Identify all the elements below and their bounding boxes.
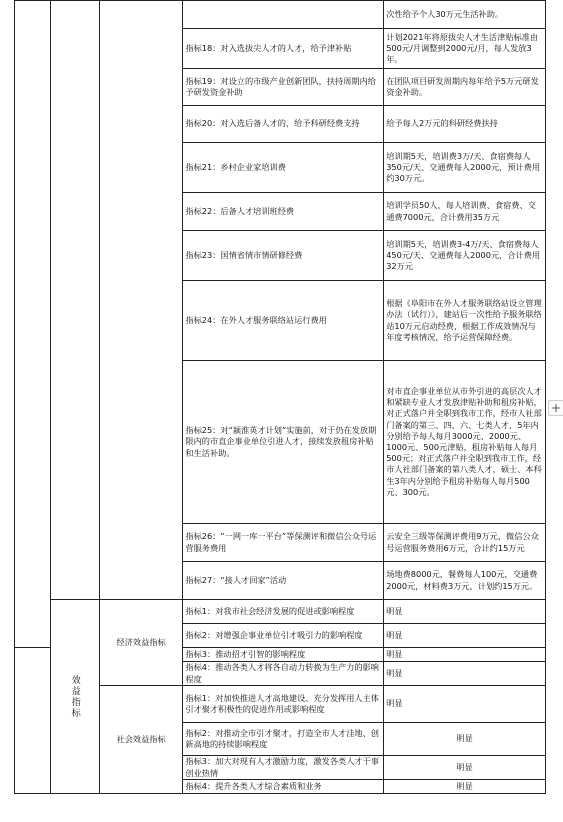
value-cell: 在团队项目研发周期内每年给予5万元研发资金补助。 (384, 69, 546, 106)
blank-cell (50, 1, 99, 600)
indicator-cell: 指标23：国情省情市情研修经费 (183, 231, 384, 281)
social-benefit-label: 社会效益指标 (99, 686, 183, 794)
indicator-cell: 指标22：后备人才培训班经费 (183, 193, 384, 231)
indicator-cell: 指标1：对加快推进人才高地建设、充分发挥用人主体引才聚才积极性的促进作用或影响程度 (183, 686, 384, 723)
indicator-cell: 指标27：“接人才回家”活动 (183, 562, 384, 600)
value-cell: 对市直企事业单位从市外引进的高层次人才和紧缺专业人才发放津贴补助和租房补贴，对正式落户并全职到我市工作，经市人社部门备案的第三、四、六、七类人才，5年内分别给予每人每月3000元、2000元、1000元、500元津贴，租房补贴每人每月500元；对正式落户并全职到我市工作，经市人社部门备案的第八类人才，硕士、本科生3年内分别给予租房补贴每人每月500元、300元。 (384, 361, 546, 524)
value-cell: 明显 (384, 662, 546, 686)
value-cell: 场地费8000元，餐费每人100元，交通费2000元，材料费3万元，计划约15万元。 (384, 562, 546, 600)
indicator-cell: 指标3：推动招才引智的影响程度 (183, 648, 384, 662)
value-cell: 培训期5天，培训费3-4万/天、食宿费每人450元/天、交通费每人2000元，合计费用32万元 (384, 231, 546, 281)
blank-cell (15, 648, 51, 794)
value-cell: 明显 (384, 686, 546, 723)
table-row (15, 600, 546, 624)
performance-indicator-table (14, 0, 546, 794)
effect-category-cell (50, 600, 99, 794)
value-cell: 明显 (384, 600, 546, 624)
value-cell: 明显 (384, 780, 546, 794)
value-cell: 计划2021年将原拔尖人才生活津贴标准由500元/月调整到2000元/月，每人发放3年。 (384, 29, 546, 69)
indicator-cell: 指标18：对入选拔尖人才的人才，给予津补贴 (183, 29, 384, 69)
blank-cell (99, 1, 183, 600)
indicator-cell: 指标25：对“颍淮英才计划”实施前，对于仍在发放期限内的市直企事业单位引进人才，接续发放租房补贴和生活补助。 (183, 361, 384, 524)
value-cell: 培训期5天，培训费3万/天、食宿费每人350元/天、交通费每人2000元，预计费用约30万元。 (384, 143, 546, 193)
indicator-cell: 指标3：加大对现有人才激励力度，激发各类人才干事创业热情 (183, 756, 384, 780)
effect-category-label: 效益指标 (69, 674, 80, 719)
value-cell: 云安全三级等保测评费用9万元，微信公众号运营服务费用6万元，合计约15万元 (384, 524, 546, 562)
value-cell: 明显 (384, 624, 546, 648)
indicator-cell: 指标2：对增强企事业单位引才吸引力的影响程度 (183, 624, 384, 648)
expand-plus-icon[interactable]: + (548, 400, 563, 416)
value-cell: 次性给予个人30万元生活补助。 (384, 1, 546, 29)
value-cell: 培训学员50人，每人培训费、食宿费、交通费7000元，合计费用35万元 (384, 193, 546, 231)
indicator-cell: 指标24：在外人才服务联络站运行费用 (183, 281, 384, 361)
indicator-cell: 指标20：对入选后备人才的，给予科研经费支持 (183, 106, 384, 143)
economic-benefit-label: 经济效益指标 (99, 600, 183, 686)
indicator-cell: 指标21：乡村企业家培训费 (183, 143, 384, 193)
indicator-cell: 指标2：对推动全市引才聚才，打造全市人才洼地、创新高地的持续影响程度 (183, 723, 384, 756)
indicator-cell: 指标26：“一网一库一平台”等保测评和微信公众号运营服务费用 (183, 524, 384, 562)
value-cell: 给予每人2万元的科研经费扶持 (384, 106, 546, 143)
indicator-cell: 指标4：推动各类人才将各自动力转换为生产力的影响程度 (183, 662, 384, 686)
value-cell: 明显 (384, 648, 546, 662)
indicator-cell: 指标19：对设立的市级产业创新团队，扶持周期内给予研发资金补助 (183, 69, 384, 106)
indicator-cell: 指标1：对我市社会经济发展的促进或影响程度 (183, 600, 384, 624)
value-cell: 根据《阜阳市在外人才服务联络站设立管理办法（试行）》，建站后一次性给予服务联络站10万元启动经费，根据工作成效情况与年度考核情况，给予运营保障经费。 (384, 281, 546, 361)
blank-cell (15, 1, 51, 648)
value-cell: 明显 (384, 723, 546, 756)
table-row (15, 1, 546, 29)
value-cell: 明显 (384, 756, 546, 780)
indicator-cell: 指标4：提升各类人才综合素质和业务 (183, 780, 384, 794)
indicator-cell (183, 1, 384, 29)
